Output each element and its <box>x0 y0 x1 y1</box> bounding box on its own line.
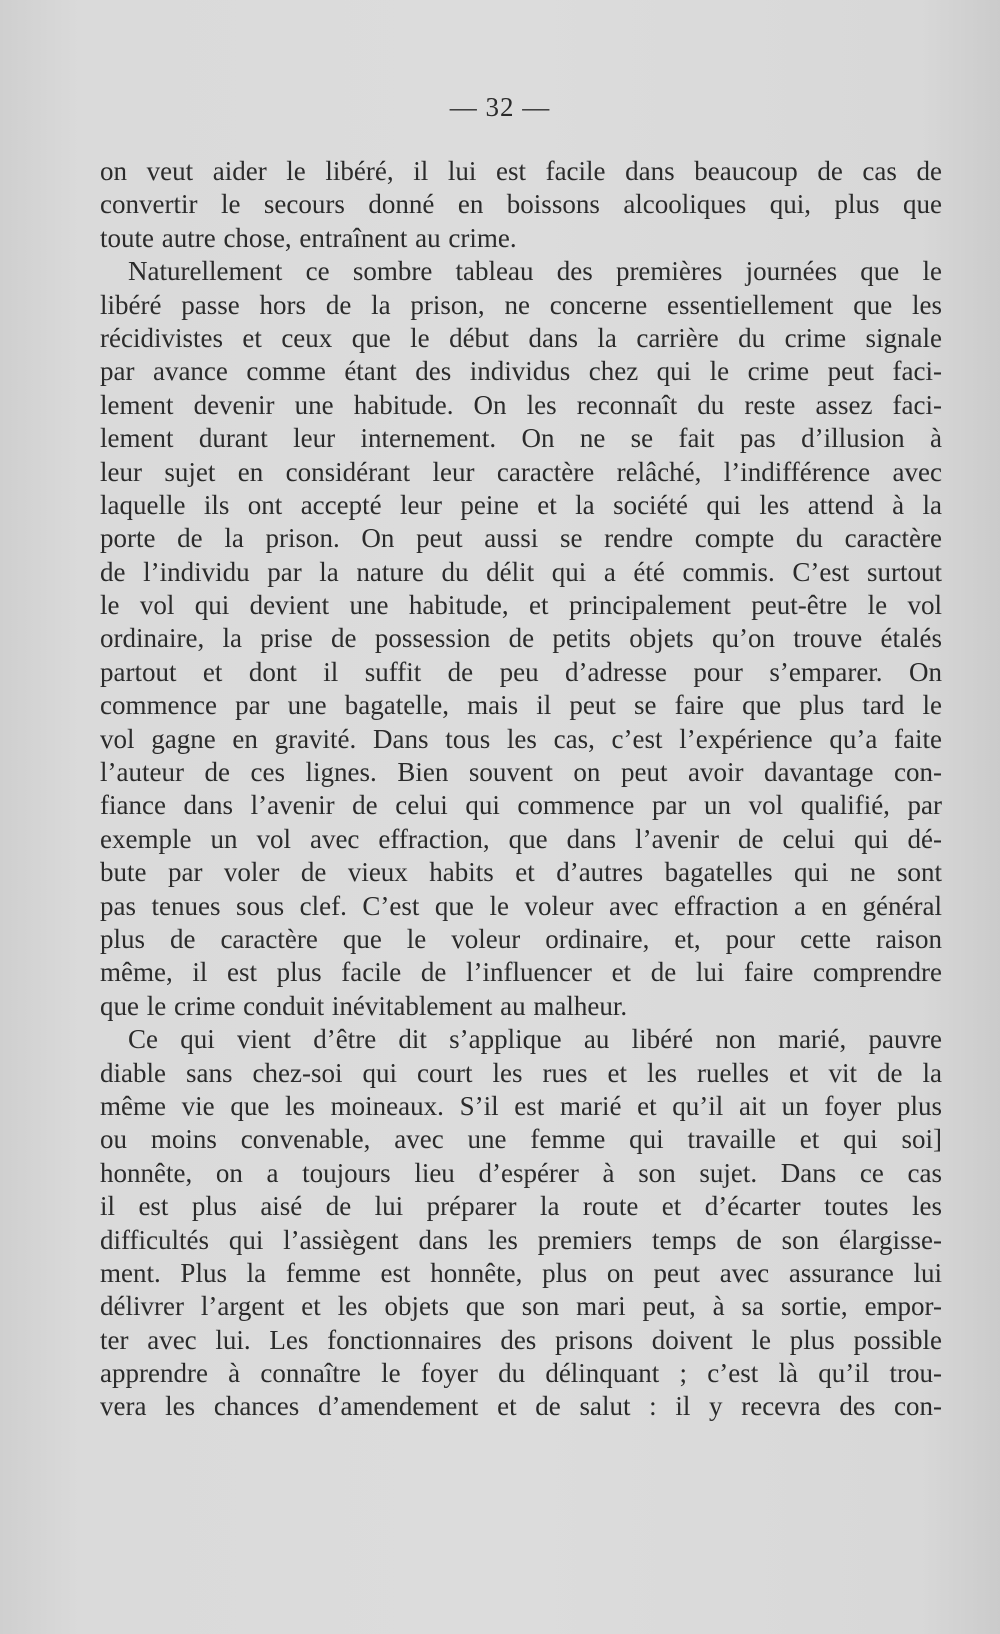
text-line: pas tenues sous clef. C’est que le voleur avec effraction a en général <box>100 890 942 921</box>
text-line: on veut aider le libéré, il lui est facile dans beaucoup de cas de <box>100 156 942 186</box>
text-line: honnête, on a toujours lieu d’espérer à son sujet. Dans ce cas <box>100 1157 942 1188</box>
text-line: Naturellement ce sombre tableau des premières journées que le <box>128 256 942 287</box>
text-line: ment. Plus la femme est honnête, plus on peut avec assurance lui <box>100 1257 942 1288</box>
text-line: délivrer l’argent et les objets que son mari peut, à sa sortie, empor- <box>100 1291 942 1322</box>
text-line: diable sans chez-soi qui court les rues et les ruelles et vit de la <box>100 1057 942 1088</box>
text-line: Ce qui vient d’être dit s’applique au libéré non marié, pauvre <box>128 1024 942 1055</box>
text-line: vera les chances d’amendement et de salut : il y recevra des con- <box>100 1391 942 1422</box>
text-line: que le crime conduit inévitablement au malheur. <box>100 990 628 1021</box>
text-line: difficultés qui l’assiègent dans les premiers temps de son élargisse- <box>100 1224 942 1255</box>
body-text <box>100 155 942 1424</box>
text-line: convertir le secours donné en boissons alcooliques qui, plus que <box>100 189 942 220</box>
text-line: de l’individu par la nature du délit qui a été commis. C’est surtout <box>100 556 942 587</box>
text-line: récidivistes et ceux que le début dans la carrière du crime signale <box>100 322 942 353</box>
text-line: exemple un vol avec effraction, que dans l’avenir de celui qui dé- <box>100 823 942 854</box>
text-line: le vol qui devient une habitude, et principalement peut-être le vol <box>100 590 942 621</box>
text-line: apprendre à connaître le foyer du délinquant ; c’est là qu’il trou- <box>100 1358 942 1389</box>
page-number: — 32 — <box>449 92 551 122</box>
text-line: toute autre chose, entraînent au crime. <box>100 222 517 253</box>
text-line: fiance dans l’avenir de celui qui commence par un vol qualifié, par <box>100 790 942 821</box>
text-line: libéré passe hors de la prison, ne concerne essentiellement que les <box>100 289 942 320</box>
text-line: ou moins convenable, avec une femme qui travaille et qui soi] <box>100 1124 942 1155</box>
text-line: plus de caractère que le voleur ordinaire, et, pour cette raison <box>100 923 942 954</box>
text-line: il est plus aisé de lui préparer la route et d’écarter toutes les <box>100 1191 942 1222</box>
text-line: vol gagne en gravité. Dans tous les cas, c’est l’expérience qu’a faite <box>100 723 942 754</box>
text-line: porte de la prison. On peut aussi se rendre compte du caractère <box>100 523 942 554</box>
text-line: ter avec lui. Les fonctionnaires des prisons doivent le plus possible <box>100 1324 942 1355</box>
text-line: ordinaire, la prise de possession de petits objets qu’on trouve étalés <box>100 623 942 654</box>
text-line: lement devenir une habitude. On les reconnaît du reste assez faci- <box>100 389 942 420</box>
text-line: commence par une bagatelle, mais il peut se faire que plus tard le <box>100 690 942 721</box>
text-line: bute par voler de vieux habits et d’autres bagatelles qui ne sont <box>100 857 942 888</box>
text-line: partout et dont il suffit de peu d’adresse pour s’emparer. On <box>100 656 942 687</box>
text-line: l’auteur de ces lignes. Bien souvent on peut avoir davantage con- <box>100 757 942 788</box>
text-line: par avance comme étant des individus chez qui le crime peut faci- <box>100 356 942 387</box>
text-line: lement durant leur internement. On ne se fait pas d’illusion à <box>100 423 942 454</box>
text-line: même vie que les moineaux. S’il est marié et qu’il ait un foyer plus <box>100 1090 942 1121</box>
text-line: même, il est plus facile de l’influencer et de lui faire comprendre <box>100 957 942 988</box>
text-line: leur sujet en considérant leur caractère relâché, l’indifférence avec <box>100 456 942 487</box>
text-line: laquelle ils ont accepté leur peine et la société qui les attend à la <box>100 489 942 520</box>
